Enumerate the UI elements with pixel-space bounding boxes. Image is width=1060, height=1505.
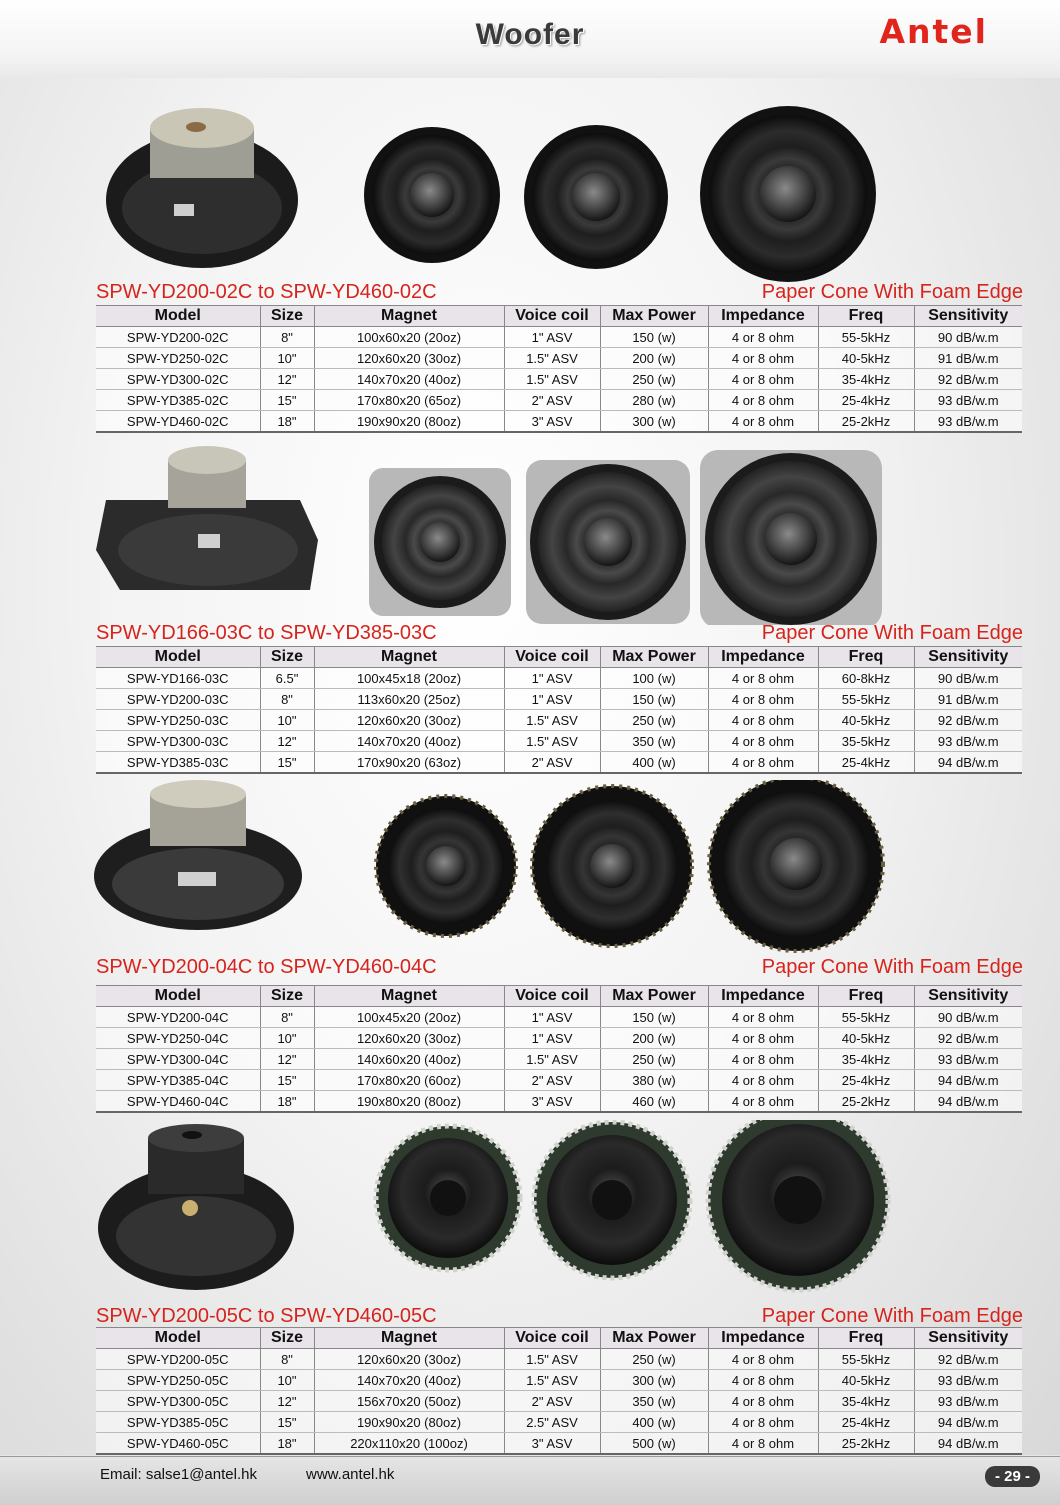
table-cell: 4 or 8 ohm — [708, 327, 818, 348]
table-cell: SPW-YD300-03C — [96, 731, 260, 752]
column-header: Voice coil — [504, 306, 600, 327]
table-cell: 4 or 8 ohm — [708, 1007, 818, 1028]
table-row — [96, 411, 1022, 433]
table-cell: 4 or 8 ohm — [708, 668, 818, 689]
table-cell: 4 or 8 ohm — [708, 689, 818, 710]
table-cell: 140x70x20 (40oz) — [314, 369, 504, 390]
table-cell: 25-4kHz — [818, 752, 914, 774]
table-cell: 12" — [260, 1049, 314, 1070]
product-photos-05c — [0, 1120, 1060, 1310]
table-cell: 300 (w) — [600, 411, 708, 433]
column-header: Max Power — [600, 647, 708, 668]
table-cell: SPW-YD460-02C — [96, 411, 260, 433]
table-row — [96, 1349, 1022, 1370]
table-cell: SPW-YD385-04C — [96, 1070, 260, 1091]
table-cell: 120x60x20 (30oz) — [314, 348, 504, 369]
page-number: - 29 - — [985, 1466, 1040, 1487]
table-cell: 91 dB/w.m — [914, 348, 1022, 369]
table-cell: SPW-YD250-05C — [96, 1370, 260, 1391]
table-cell: 1.5" ASV — [504, 731, 600, 752]
table-cell: 4 or 8 ohm — [708, 411, 818, 433]
table-cell: 94 dB/w.m — [914, 752, 1022, 774]
table-cell: 190x80x20 (80oz) — [314, 1091, 504, 1113]
table-cell: 3" ASV — [504, 411, 600, 433]
column-header: Size — [260, 1328, 314, 1349]
table-cell: 2" ASV — [504, 390, 600, 411]
table-cell: 12" — [260, 369, 314, 390]
column-header: Model — [96, 647, 260, 668]
column-header: Sensitivity — [914, 986, 1022, 1007]
table-row — [96, 369, 1022, 390]
table-cell: 250 (w) — [600, 1049, 708, 1070]
table-cell: 170x80x20 (65oz) — [314, 390, 504, 411]
table-cell: 500 (w) — [600, 1433, 708, 1455]
table-row — [96, 348, 1022, 369]
table-cell: 280 (w) — [600, 390, 708, 411]
section-subtitle: Paper Cone With Foam Edge — [761, 281, 1023, 303]
table-cell: 91 dB/w.m — [914, 689, 1022, 710]
column-header: Magnet — [314, 986, 504, 1007]
section-subtitle: Paper Cone With Foam Edge — [761, 956, 1023, 978]
table-cell: 113x60x20 (25oz) — [314, 689, 504, 710]
table-cell: 400 (w) — [600, 1412, 708, 1433]
woofer-front-small — [364, 127, 500, 263]
table-cell: 4 or 8 ohm — [708, 348, 818, 369]
table-cell: 90 dB/w.m — [914, 668, 1022, 689]
table-cell: 1.5" ASV — [504, 710, 600, 731]
table-cell: 1.5" ASV — [504, 1349, 600, 1370]
column-header: Model — [96, 306, 260, 327]
woofer-front-medium — [534, 1122, 690, 1278]
table-cell: 400 (w) — [600, 752, 708, 774]
table-row — [96, 1049, 1022, 1070]
table-cell: 3" ASV — [504, 1433, 600, 1455]
table-cell: 250 (w) — [600, 710, 708, 731]
table-cell: 40-5kHz — [818, 1370, 914, 1391]
table-cell: 4 or 8 ohm — [708, 1091, 818, 1113]
product-photos-03c — [0, 440, 1060, 625]
table-cell: 8" — [260, 689, 314, 710]
table-cell: SPW-YD250-04C — [96, 1028, 260, 1049]
column-header: Sensitivity — [914, 647, 1022, 668]
table-row — [96, 1091, 1022, 1113]
table-cell: 93 dB/w.m — [914, 1391, 1022, 1412]
table-cell: 150 (w) — [600, 689, 708, 710]
table-cell: 4 or 8 ohm — [708, 1391, 818, 1412]
table-cell: 4 or 8 ohm — [708, 752, 818, 774]
table-cell: 4 or 8 ohm — [708, 1370, 818, 1391]
table-cell: 92 dB/w.m — [914, 369, 1022, 390]
table-cell: 40-5kHz — [818, 1028, 914, 1049]
column-header: Freq — [818, 306, 914, 327]
table-cell: 100x45x20 (20oz) — [314, 1007, 504, 1028]
table-cell: SPW-YD460-04C — [96, 1091, 260, 1113]
table-cell: 140x70x20 (40oz) — [314, 731, 504, 752]
table-row — [96, 752, 1022, 774]
table-cell: 4 or 8 ohm — [708, 1028, 818, 1049]
column-header: Impedance — [708, 647, 818, 668]
column-header: Freq — [818, 1328, 914, 1349]
product-photos-02c — [0, 0, 1060, 290]
table-cell: 93 dB/w.m — [914, 1370, 1022, 1391]
table-cell: 18" — [260, 1091, 314, 1113]
table-header-row — [96, 306, 1022, 327]
table-cell: 1" ASV — [504, 689, 600, 710]
table-cell: 55-5kHz — [818, 689, 914, 710]
table-cell: 60-8kHz — [818, 668, 914, 689]
table-cell: 15" — [260, 752, 314, 774]
woofer-front-large — [709, 780, 883, 951]
table-cell: 2" ASV — [504, 1070, 600, 1091]
table-cell: 10" — [260, 710, 314, 731]
section-subtitle: Paper Cone With Foam Edge — [761, 622, 1023, 644]
table-cell: 93 dB/w.m — [914, 731, 1022, 752]
table-cell: 100x60x20 (20oz) — [314, 327, 504, 348]
table-header-row — [96, 1328, 1022, 1349]
table-cell: SPW-YD250-02C — [96, 348, 260, 369]
table-cell: 55-5kHz — [818, 1007, 914, 1028]
table-cell: 2" ASV — [504, 752, 600, 774]
woofer-front-small — [376, 1126, 520, 1270]
table-row — [96, 731, 1022, 752]
table-cell: 10" — [260, 1370, 314, 1391]
table-cell: SPW-YD300-04C — [96, 1049, 260, 1070]
table-cell: 1" ASV — [504, 1007, 600, 1028]
table-row — [96, 327, 1022, 348]
table-cell: SPW-YD250-03C — [96, 710, 260, 731]
woofer-front-small — [369, 468, 511, 616]
table-row — [96, 1370, 1022, 1391]
table-cell: 1.5" ASV — [504, 369, 600, 390]
table-cell: 4 or 8 ohm — [708, 1070, 818, 1091]
section-title: SPW-YD166-03C to SPW-YD385-03C — [96, 622, 437, 644]
table-cell: 250 (w) — [600, 1349, 708, 1370]
table-cell: 90 dB/w.m — [914, 327, 1022, 348]
table-cell: SPW-YD385-02C — [96, 390, 260, 411]
table-cell: 2.5" ASV — [504, 1412, 600, 1433]
woofer-side-view — [94, 780, 302, 930]
table-cell: 460 (w) — [600, 1091, 708, 1113]
table-header-row — [96, 986, 1022, 1007]
table-cell: 35-4kHz — [818, 369, 914, 390]
column-header: Impedance — [708, 986, 818, 1007]
table-cell: SPW-YD166-03C — [96, 668, 260, 689]
table-cell: 140x60x20 (40oz) — [314, 1049, 504, 1070]
table-cell: SPW-YD200-03C — [96, 689, 260, 710]
table-cell: 120x60x20 (30oz) — [314, 1349, 504, 1370]
table-cell: 93 dB/w.m — [914, 1049, 1022, 1070]
table-cell: 94 dB/w.m — [914, 1091, 1022, 1113]
table-cell: 170x90x20 (63oz) — [314, 752, 504, 774]
table-cell: SPW-YD385-03C — [96, 752, 260, 774]
table-row — [96, 689, 1022, 710]
column-header: Max Power — [600, 306, 708, 327]
table-cell: 92 dB/w.m — [914, 1028, 1022, 1049]
table-cell: 120x60x20 (30oz) — [314, 710, 504, 731]
table-cell: 15" — [260, 1070, 314, 1091]
table-cell: 200 (w) — [600, 348, 708, 369]
table-cell: 18" — [260, 411, 314, 433]
column-header: Magnet — [314, 306, 504, 327]
footer-divider — [0, 1456, 1060, 1457]
table-cell: 10" — [260, 1028, 314, 1049]
table-cell: SPW-YD300-05C — [96, 1391, 260, 1412]
table-cell: 55-5kHz — [818, 1349, 914, 1370]
table-cell: 35-4kHz — [818, 1391, 914, 1412]
table-row — [96, 1070, 1022, 1091]
table-cell: 200 (w) — [600, 1028, 708, 1049]
table-cell: 6.5" — [260, 668, 314, 689]
table-row — [96, 1412, 1022, 1433]
table-cell: 8" — [260, 327, 314, 348]
column-header: Model — [96, 1328, 260, 1349]
table-row — [96, 1007, 1022, 1028]
column-header: Max Power — [600, 1328, 708, 1349]
woofer-side-view — [96, 446, 318, 590]
table-cell: 94 dB/w.m — [914, 1070, 1022, 1091]
section-title: SPW-YD200-04C to SPW-YD460-04C — [96, 956, 437, 978]
table-cell: 35-4kHz — [818, 1049, 914, 1070]
table-cell: 120x60x20 (30oz) — [314, 1028, 504, 1049]
table-cell: 1.5" ASV — [504, 1370, 600, 1391]
table-cell: SPW-YD200-05C — [96, 1349, 260, 1370]
column-header: Size — [260, 306, 314, 327]
table-cell: 4 or 8 ohm — [708, 731, 818, 752]
table-cell: 10" — [260, 348, 314, 369]
table-cell: 4 or 8 ohm — [708, 369, 818, 390]
table-cell: 93 dB/w.m — [914, 390, 1022, 411]
table-cell: 8" — [260, 1007, 314, 1028]
table-cell: 40-5kHz — [818, 710, 914, 731]
table-cell: 1" ASV — [504, 327, 600, 348]
column-header: Sensitivity — [914, 1328, 1022, 1349]
page-title: Woofer — [475, 18, 585, 51]
column-header: Impedance — [708, 306, 818, 327]
spec-table-04c — [96, 985, 1022, 1113]
section-title: SPW-YD200-05C to SPW-YD460-05C — [96, 1305, 437, 1327]
product-photos-04c — [0, 780, 1060, 960]
table-cell: 170x80x20 (60oz) — [314, 1070, 504, 1091]
table-cell: 156x70x20 (50oz) — [314, 1391, 504, 1412]
table-row — [96, 1391, 1022, 1412]
table-cell: 15" — [260, 1412, 314, 1433]
table-cell: 3" ASV — [504, 1091, 600, 1113]
table-cell: 55-5kHz — [818, 327, 914, 348]
table-cell: 94 dB/w.m — [914, 1433, 1022, 1455]
section-title: SPW-YD200-02C to SPW-YD460-02C — [96, 281, 437, 303]
woofer-front-medium — [524, 125, 668, 269]
table-cell: 18" — [260, 1433, 314, 1455]
table-header-row — [96, 647, 1022, 668]
table-cell: 300 (w) — [600, 1370, 708, 1391]
table-cell: 220x110x20 (100oz) — [314, 1433, 504, 1455]
table-row — [96, 1433, 1022, 1455]
table-cell: 350 (w) — [600, 731, 708, 752]
table-cell: 93 dB/w.m — [914, 411, 1022, 433]
section-subtitle: Paper Cone With Foam Edge — [761, 1305, 1023, 1327]
table-cell: 25-4kHz — [818, 1070, 914, 1091]
table-cell: 12" — [260, 1391, 314, 1412]
table-row — [96, 1028, 1022, 1049]
table-cell: 92 dB/w.m — [914, 1349, 1022, 1370]
column-header: Model — [96, 986, 260, 1007]
brand-logo: Antel — [879, 12, 988, 51]
woofer-front-large — [700, 106, 876, 282]
footer-website[interactable]: www.antel.hk — [306, 1466, 395, 1483]
table-cell: 15" — [260, 390, 314, 411]
woofer-front-medium — [532, 786, 692, 946]
table-cell: 4 or 8 ohm — [708, 1412, 818, 1433]
table-cell: 1.5" ASV — [504, 348, 600, 369]
table-cell: SPW-YD385-05C — [96, 1412, 260, 1433]
column-header: Size — [260, 647, 314, 668]
table-cell: 190x90x20 (80oz) — [314, 411, 504, 433]
table-cell: 150 (w) — [600, 327, 708, 348]
spec-table-03c — [96, 646, 1022, 774]
column-header: Voice coil — [504, 1328, 600, 1349]
table-cell: 94 dB/w.m — [914, 1412, 1022, 1433]
column-header: Max Power — [600, 986, 708, 1007]
table-cell: 1" ASV — [504, 668, 600, 689]
table-cell: 90 dB/w.m — [914, 1007, 1022, 1028]
table-cell: 92 dB/w.m — [914, 710, 1022, 731]
spec-table-05c — [96, 1327, 1022, 1455]
column-header: Freq — [818, 986, 914, 1007]
column-header: Voice coil — [504, 647, 600, 668]
table-cell: 380 (w) — [600, 1070, 708, 1091]
table-cell: 250 (w) — [600, 369, 708, 390]
table-cell: 150 (w) — [600, 1007, 708, 1028]
table-cell: 1.5" ASV — [504, 1049, 600, 1070]
woofer-front-large — [700, 450, 882, 625]
table-cell: SPW-YD300-02C — [96, 369, 260, 390]
woofer-front-medium — [526, 460, 690, 624]
table-cell: 190x90x20 (80oz) — [314, 1412, 504, 1433]
table-cell: 4 or 8 ohm — [708, 1433, 818, 1455]
column-header: Magnet — [314, 647, 504, 668]
table-cell: 140x70x20 (40oz) — [314, 1370, 504, 1391]
table-cell: 12" — [260, 731, 314, 752]
table-cell: SPW-YD200-02C — [96, 327, 260, 348]
column-header: Magnet — [314, 1328, 504, 1349]
column-header: Size — [260, 986, 314, 1007]
table-cell: 25-4kHz — [818, 390, 914, 411]
table-cell: 4 or 8 ohm — [708, 1049, 818, 1070]
table-cell: 40-5kHz — [818, 348, 914, 369]
table-cell: 100x45x18 (20oz) — [314, 668, 504, 689]
table-cell: SPW-YD460-05C — [96, 1433, 260, 1455]
woofer-front-large — [708, 1120, 888, 1290]
table-cell: 4 or 8 ohm — [708, 1349, 818, 1370]
column-header: Sensitivity — [914, 306, 1022, 327]
table-cell: 25-2kHz — [818, 1433, 914, 1455]
table-cell: 25-4kHz — [818, 1412, 914, 1433]
spec-table-02c — [96, 305, 1022, 433]
table-row — [96, 668, 1022, 689]
table-cell: 8" — [260, 1349, 314, 1370]
table-cell: 25-2kHz — [818, 411, 914, 433]
woofer-side-view — [98, 1124, 294, 1290]
column-header: Freq — [818, 647, 914, 668]
table-cell: SPW-YD200-04C — [96, 1007, 260, 1028]
table-cell: 100 (w) — [600, 668, 708, 689]
table-cell: 350 (w) — [600, 1391, 708, 1412]
table-cell: 25-2kHz — [818, 1091, 914, 1113]
table-cell: 1" ASV — [504, 1028, 600, 1049]
table-row — [96, 390, 1022, 411]
table-cell: 4 or 8 ohm — [708, 390, 818, 411]
woofer-side-view — [106, 108, 298, 268]
table-cell: 2" ASV — [504, 1391, 600, 1412]
footer-email[interactable]: Email: salse1@antel.hk — [100, 1466, 257, 1483]
table-cell: 35-5kHz — [818, 731, 914, 752]
table-cell: 4 or 8 ohm — [708, 710, 818, 731]
woofer-front-small — [376, 796, 516, 936]
table-row — [96, 710, 1022, 731]
column-header: Impedance — [708, 1328, 818, 1349]
column-header: Voice coil — [504, 986, 600, 1007]
